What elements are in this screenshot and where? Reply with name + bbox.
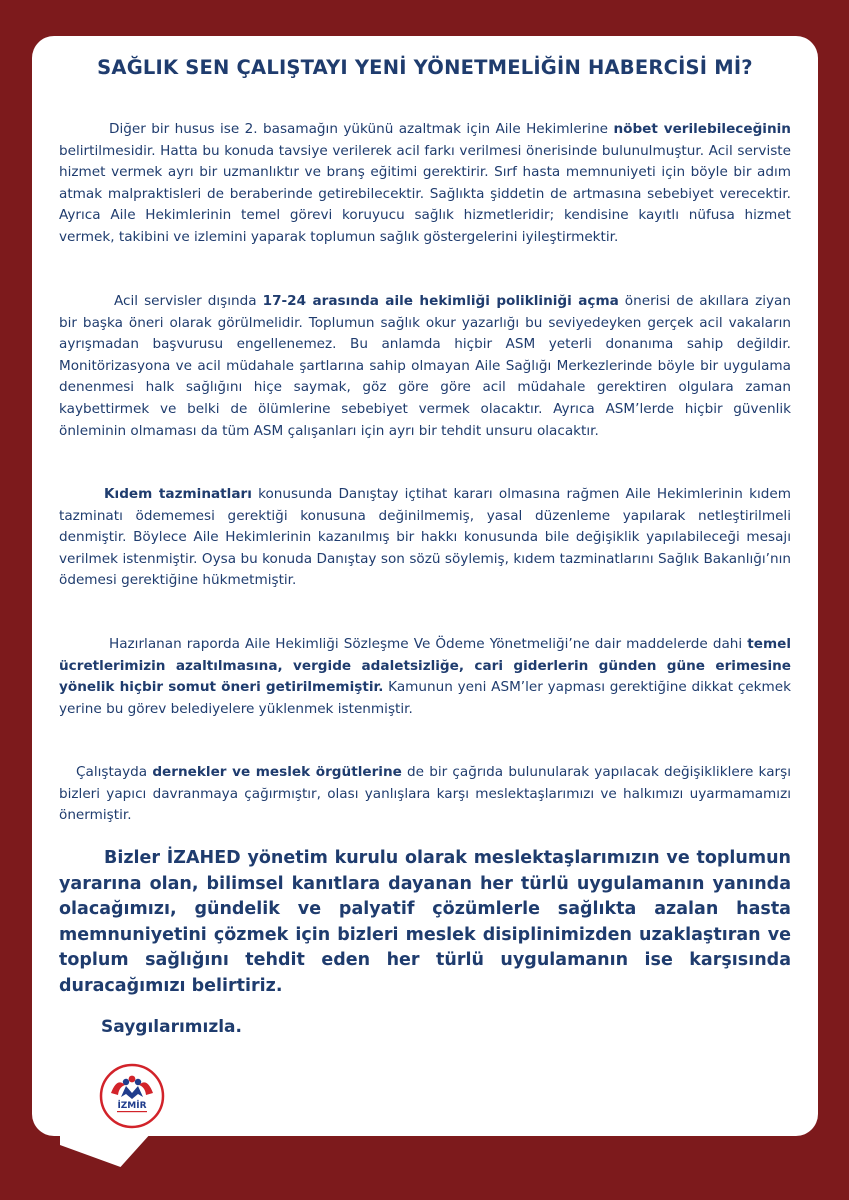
logo-figure-head-right bbox=[135, 1079, 141, 1085]
logo-wordmark: İZMİR bbox=[117, 1101, 147, 1111]
logo-underline bbox=[117, 1111, 147, 1112]
logo-figure-head-left bbox=[123, 1079, 129, 1085]
paragraph-payment-regulation: Hazırlanan raporda Aile Hekimliği Sözleşme Ve Ödeme Yönetmeliği’ne dair maddelerde dahi temel ücretlerimizin azaltılmasına, vergide adaletsizliğe, cari giderlerin günden güne erimesine yönelik hiçbir somut öneri getirilmemiştir. Kamunun yeni ASM’ler yapması gerektiğine dikkat çekmek yerine bu görev belediyelere yüklenmek istenmiştir. bbox=[59, 636, 792, 717]
logo-figure-head-center bbox=[129, 1076, 136, 1083]
paragraph-associations: Çalıştayda dernekler ve meslek örgütlerine de bir çağrıda bulunularak yapılacak değişikliklere karşı bizleri yapıcı davranmaya çağırmıştır, olası yanlışlara karşı meslektaşlarımızı ve halkımızı uyarmamamızı önermiştir. bbox=[59, 764, 791, 824]
paragraph-polyclinic: Acil servisler dışında 17-24 arasında aile hekimliği polikliniği açma önerisi de akıllara ziyan bir başka öneri olarak görülmelidir. Toplumun sağlık okur yazarlığı bu seviyedeyken gerçek acil vakaların ayrışmadan başvurusu engellenemez. Bu anlamda hiçbir ASM yeterli donanıma sahip değildir. Monitörizasyona ve acil müdahale şartlarına sahip olmayan Aile Sağlığı Merkezlerinde böyle bir uygulama denenmesi halk sağlığını hiçe saymak, göz göre göre acil müdahale gerektiren olgulara zaman kaybettirmek ve belki de ölümlerine sebebiyet vermek olacaktır. Ayrıca ASM’lerde hiçbir güvenlik önleminin olmaması da tüm ASM çalışanları için ayrı bir tehdit unsuru olacaktır. bbox=[59, 293, 791, 439]
closing-line: Saygılarımızla. bbox=[101, 1017, 242, 1037]
paragraph-night-shifts: Diğer bir husus ise 2. basamağın yükünü azaltmak için Aile Hekimlerine nöbet verilebileceğinin belirtilmesidir. Hatta bu konuda tavsiye verilerek acil farkı verilmesi önerisinde bulunulmuştur. Acil serviste hizmet vermek ayrı bir uzmanlıktır ve branş eğitimi gerektirir. Sırf hasta memnuniyeti için böyle bir adım atmak malpraktisleri de beraberinde getirebilecektir. Sağlıkta şiddetin de artmasına sebebiyet verecektir. Ayrıca Aile Hekimlerinin temel görevi koruyucu sağlık hizmetleridir; kendisine kayıtlı nüfusa hizmet vermek, takibini ve izlemini yaparak toplumun sağlık göstergelerini iyileştirmektir. bbox=[59, 121, 791, 245]
page-title: SAĞLIK SEN ÇALIŞTAYI YENİ YÖNETMELİĞİN HABERCİSİ Mİ? bbox=[97, 56, 753, 79]
izahed-logo bbox=[99, 1063, 165, 1129]
statement-paragraph: Bizler İZAHED yönetim kurulu olarak meslektaşlarımızın ve toplumun yararına olan, bilimsel kanıtlara dayanan her türlü uygulamanın yanında olacağımızı, gündelik ve palyatif çözümlerle sağlıkta azalan hasta memnuniyetini çözmek için bizleri meslek disiplinimizden uzaklaştıran ve toplum sağlığını tehdit eden her türlü uygulamanın ise karşısında duracağımızı belirtiriz. bbox=[59, 848, 791, 996]
paragraph-severance-pay: Kıdem tazminatları konusunda Danıştay içtihat kararı olmasına rağmen Aile Hekimlerinin kıdem tazminatı ödememesi gerektiği konusuna değinilmemiş, yasal düzenleme yapılarak netleştirilmeli denmiştir. Böylece Aile Hekimlerinin kazanılmış bir hakkı konusunda bile değişiklik yapılabileceği mesajı verilmek istenmiştir. Oysa bu konuda Danıştay son sözü söylemiş, kıdem tazminatlarını Sağlık Bakanlığı’nın ödemesi gerektiğine hükmetmiştir. bbox=[59, 486, 791, 589]
